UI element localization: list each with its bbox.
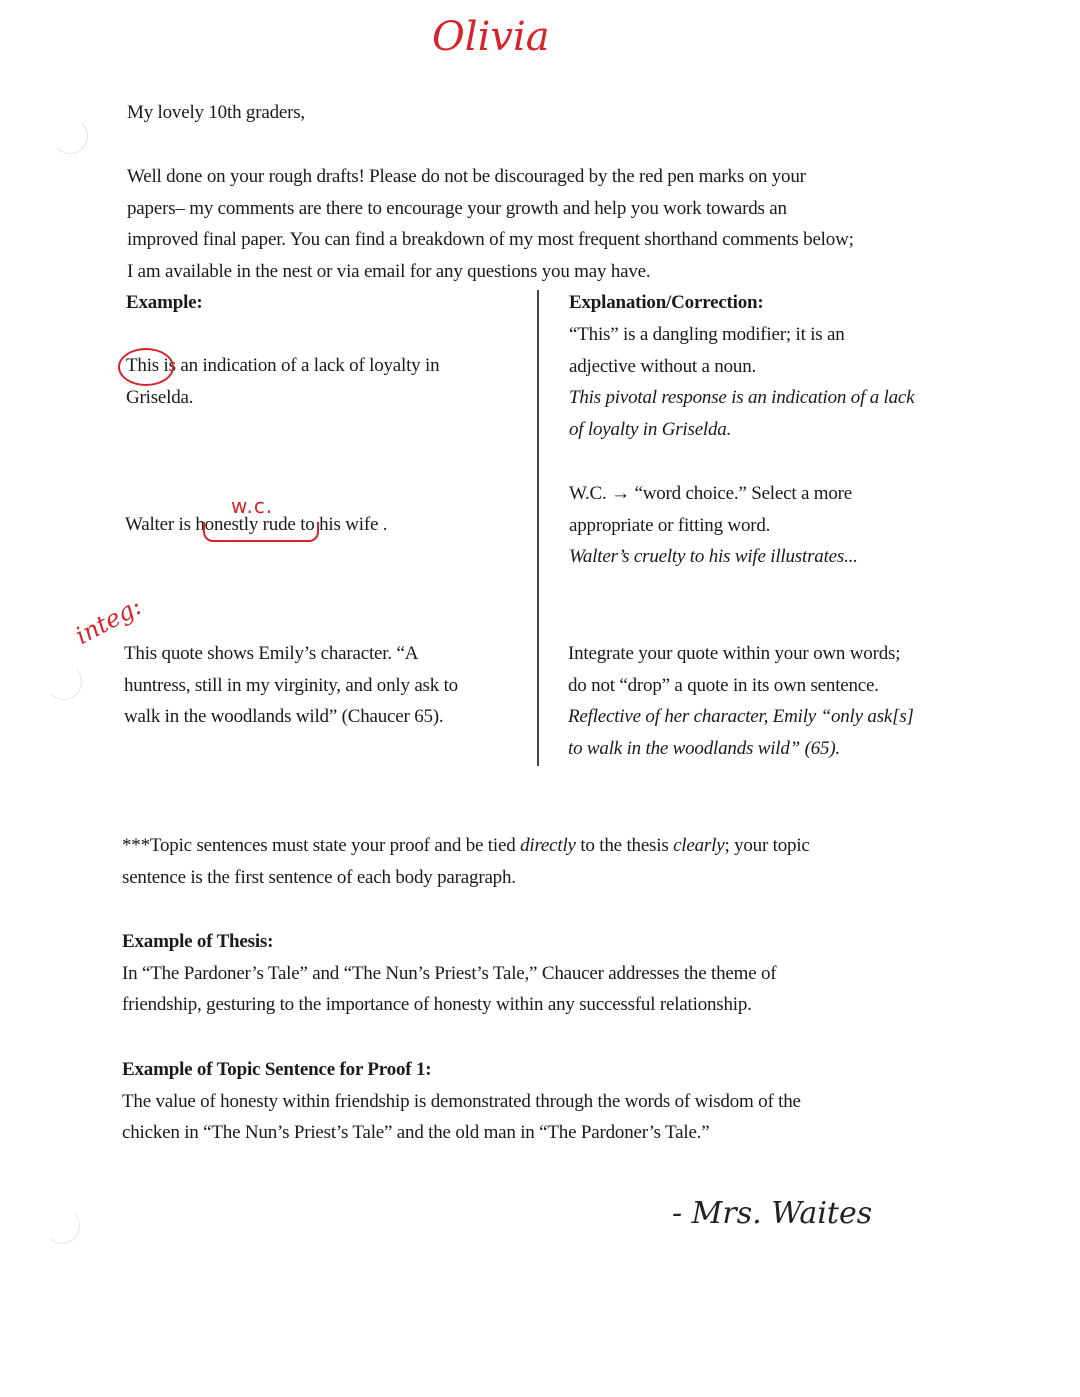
correction-text: This pivotal response is an indication of a lack bbox=[569, 387, 915, 409]
circled-word: This bbox=[126, 355, 159, 376]
correction-text: Reflective of her character, Emily “only ask[s] bbox=[568, 706, 914, 728]
explanation-text: W.C. → “word choice.” Select a more bbox=[569, 483, 853, 504]
explanation-header: Explanation/Correction: bbox=[569, 292, 764, 313]
topic-sentence-text: The value of honesty within friendship is demonstrated through the words of wisdom of the bbox=[122, 1090, 801, 1112]
student-name-handwriting: Olivia bbox=[432, 14, 550, 60]
example-text: This quote shows Emily’s character. “A bbox=[124, 643, 419, 664]
example-text: to his wife . bbox=[295, 514, 388, 535]
explanation-text: adjective without a noun. bbox=[569, 355, 757, 377]
intro-line: I am available in the nest or via email for any questions you may have. bbox=[127, 260, 651, 282]
underlined-phrase: honestly rude bbox=[195, 514, 296, 535]
intro-line: Well done on your rough drafts! Please do not be discouraged by the red pen marks on your bbox=[127, 166, 806, 187]
hole-punch bbox=[46, 664, 82, 700]
correction-text: to walk in the woodlands wild” (65). bbox=[568, 737, 841, 759]
topic-sentence-example bbox=[122, 1054, 801, 1149]
hole-punch bbox=[52, 118, 88, 154]
example-text: Walter is bbox=[125, 514, 196, 535]
example-dangling-modifier bbox=[126, 350, 439, 413]
greeting: My lovely 10th graders, bbox=[127, 102, 305, 123]
example-header: Example: bbox=[126, 292, 203, 313]
example-text: is an indication of a lack of loyalty in bbox=[163, 355, 440, 376]
thesis-heading: Example of Thesis: bbox=[122, 931, 274, 952]
explanation-word-choice bbox=[569, 478, 858, 573]
correction-text: Walter’s cruelty to his wife illustrates... bbox=[569, 546, 858, 568]
wc-annotation: w.c. bbox=[231, 494, 274, 518]
explanation-text: “This” is a dangling modifier; it is an bbox=[569, 324, 845, 345]
explanation-text: appropriate or fitting word. bbox=[569, 514, 771, 536]
topic-sentence-heading: Example of Topic Sentence for Proof 1: bbox=[122, 1059, 432, 1080]
column-divider bbox=[537, 290, 539, 766]
thesis-text: In “The Pardoner’s Tale” and “The Nun’s Priest’s Tale,” Chaucer addresses the theme of bbox=[122, 962, 777, 984]
thesis-text: friendship, gesturing to the importance of honesty within any successful relationship. bbox=[122, 994, 752, 1016]
explanation-text: Integrate your quote within your own words; bbox=[568, 643, 901, 664]
thesis-example bbox=[122, 926, 776, 1021]
explanation-dangling-modifier bbox=[569, 319, 914, 445]
topic-sentence-note bbox=[122, 830, 810, 893]
red-circle-mark bbox=[118, 348, 174, 386]
note-text: ; your topic bbox=[724, 835, 810, 856]
example-text: walk in the woodlands wild” (Chaucer 65). bbox=[124, 706, 444, 728]
example-text: Griselda. bbox=[126, 386, 194, 408]
intro-line: papers– my comments are there to encourage your growth and help you work towards an bbox=[127, 197, 787, 219]
intro-line: improved final paper. You can find a breakdown of my most frequent shorthand comments below; bbox=[127, 229, 854, 251]
note-emphasis: directly bbox=[520, 835, 576, 856]
example-text: huntress, still in my virginity, and only ask to bbox=[124, 674, 458, 696]
note-text: sentence is the first sentence of each body paragraph. bbox=[122, 866, 516, 888]
note-text: ***Topic sentences must state your proof and be tied bbox=[122, 835, 521, 856]
note-emphasis: clearly bbox=[673, 835, 725, 856]
red-underline-mark bbox=[203, 522, 319, 542]
intro-paragraph bbox=[127, 161, 854, 287]
note-text: to the thesis bbox=[575, 835, 674, 856]
correction-text: of loyalty in Griselda. bbox=[569, 418, 732, 440]
hole-punch bbox=[44, 1208, 80, 1244]
example-integrate-quote bbox=[124, 638, 458, 733]
explanation-integrate-quote bbox=[568, 638, 914, 764]
teacher-signature: - Mrs. Waites bbox=[672, 1196, 873, 1231]
topic-sentence-text: chicken in “The Nun’s Priest’s Tale” and the old man in “The Pardoner’s Tale.” bbox=[122, 1122, 710, 1144]
integ-annotation: integ: bbox=[70, 592, 147, 650]
explanation-text: do not “drop” a quote in its own sentence. bbox=[568, 674, 879, 696]
